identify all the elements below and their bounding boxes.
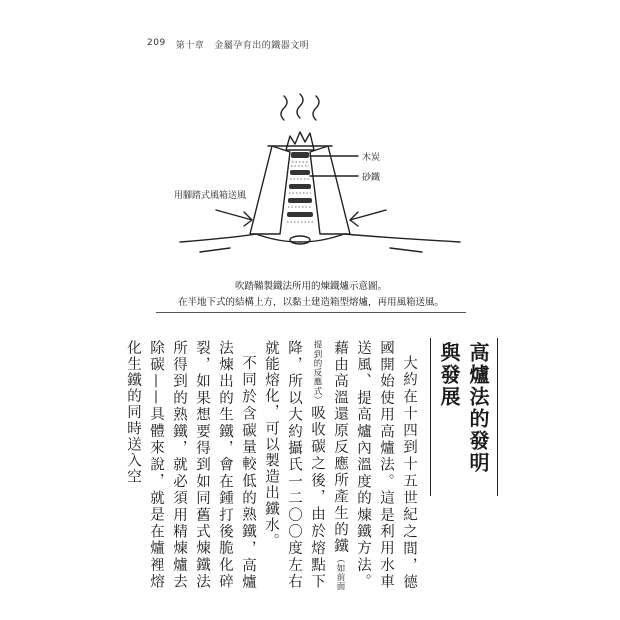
furnace-illustration xyxy=(160,92,480,272)
ground-line xyxy=(180,234,460,242)
body-text xyxy=(125,340,420,590)
section-heading: 高爐法的發明與發展 xyxy=(430,338,498,496)
paragraph-text: 吸收碳之後，由於熔點下降，所以大約攝氏一二〇〇度左右就能熔化，可以製造出鐵水。 xyxy=(263,340,325,590)
figure-caption-line2: 在半地下式的結構上方，以黏土建造箱型熔爐，再用風箱送風。 xyxy=(156,294,466,313)
furnace-right-wall xyxy=(310,146,350,234)
smoke-line xyxy=(313,96,319,120)
paragraph-text: 大約在十四到十五世紀之間，德國開始使用高爐法。這是利用水車送風、提高爐內溫度的煉鐵方法。藉由高溫還原反應所產生的鐵 xyxy=(332,340,417,590)
paragraph xyxy=(121,340,259,590)
label-charcoal: 木炭 xyxy=(362,153,381,163)
air-arrow-right xyxy=(350,210,386,226)
flame-shape xyxy=(286,132,314,150)
page-number: 209 xyxy=(147,38,166,48)
chapter-number: 第十章 xyxy=(175,41,205,51)
paragraph-text: 不同於含碳量較低的熟鐵，高爐法煉出的生鐵，會在鍾打後脆化碎裂，如果想要得到如同舊式煉鐵法所得到的熟鐵，就必須用精煉爐去除碳——具體來說，就是在爐裡熔化生鐵的同時送入空 xyxy=(125,340,256,590)
running-header xyxy=(147,38,309,51)
smoke-line xyxy=(297,94,303,118)
furnace-drawing xyxy=(160,92,480,272)
furnace-left-wall xyxy=(250,146,290,234)
figure-caption-line1: 吹踏鞴製鐵法所用的煉鐵爐示意圖。 xyxy=(234,281,387,292)
iron-bloom xyxy=(290,236,310,244)
label-bellows: 用腳踏式風箱送風 xyxy=(174,191,247,201)
label-ironsand: 砂鐵 xyxy=(362,173,381,183)
ground-hatch xyxy=(200,248,422,252)
paragraph xyxy=(259,340,420,590)
smoke-line xyxy=(281,96,287,120)
air-arrow-left xyxy=(216,210,252,226)
chapter-title: 金屬孕育出的鐵器文明 xyxy=(214,41,310,51)
inline-note: （如前面提到的反應式） xyxy=(312,340,345,590)
